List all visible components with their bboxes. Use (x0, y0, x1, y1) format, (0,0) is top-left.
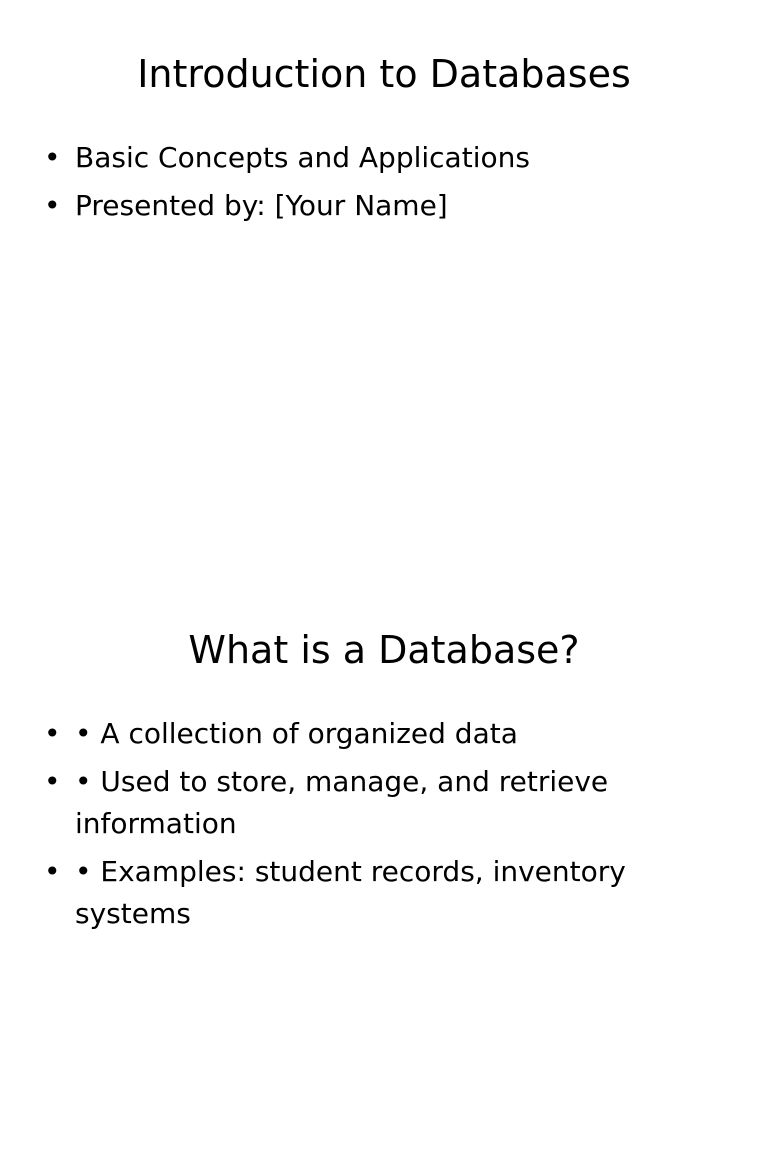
bullet-list (44, 137, 644, 233)
bullet-icon: • (44, 717, 61, 750)
bullet-list (44, 713, 644, 941)
bullet-item (44, 713, 635, 755)
bullet-item (44, 761, 635, 845)
bullet-icon: • (44, 765, 61, 798)
bullet-text: • A collection of organized data (75, 717, 518, 750)
bullet-item (44, 137, 644, 179)
bullet-text: Basic Concepts and Applications (75, 141, 530, 174)
bullet-text: • Used to store, manage, and retrieve information (75, 765, 609, 840)
slide-title: What is a Database? (188, 628, 580, 672)
bullet-icon: • (44, 141, 61, 174)
bullet-icon: • (44, 189, 61, 222)
bullet-text: • Examples: student records, inventory systems (75, 855, 626, 930)
bullet-item (44, 851, 635, 935)
slide-what-is-database (0, 576, 768, 1152)
slide-title: Introduction to Databases (137, 52, 631, 96)
bullet-item (44, 185, 644, 227)
bullet-text: Presented by: [Your Name] (75, 189, 448, 222)
bullet-icon: • (44, 855, 61, 888)
